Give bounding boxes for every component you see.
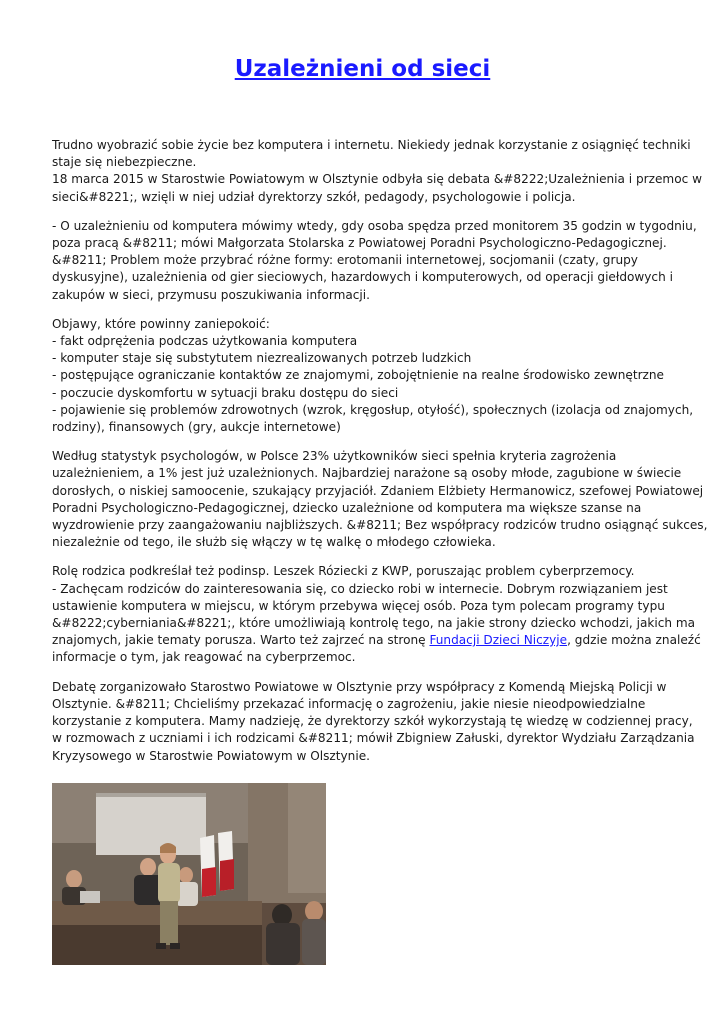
text-line: dyskusyjne), uzależnienia od gier sieciowych, hazardowych i komputerowych, od operacji giełdowych i [52,270,673,285]
article-body [52,137,708,777]
text-line: niezależnie od tego, ile służb się włączy w tę walkę o młodego człowieka. [52,535,496,550]
text-line: Objawy, które powinny zaniepokoić: [52,316,270,331]
text-line: rodziny), finansowych (gry, aukcje internetowe) [52,420,341,435]
text-line: Kryzysowego w Starostwie Powiatowym w Olsztynie. [52,748,370,763]
list-item: - poczucie dyskomfortu w sytuacji braku dostępu do sieci [52,385,399,400]
text-line: poza pracą &#8211; mówi Małgorzata Stolarska z Powiatowej Poradni Psychologiczno-Pedagogicznej. [52,236,667,251]
page-title[interactable]: Uzależnieni od sieci [234,56,491,82]
paragraph-symptoms [52,316,694,436]
text-line [52,632,701,649]
text-line: Debatę zorganizowało Starostwo Powiatowe w Olsztynie przy współpracy z Komendą Miejską Policji w [52,679,667,694]
text-line: Poradni Psychologiczno-Pedagogicznej, dziecko uzależnione od komputera ma większe szanse na [52,500,642,515]
list-item: - postępujące ograniczanie kontaktów ze znajomymi, zobojętnienie na realne środowisko zewnętrzne [52,368,664,383]
text-line: informacje o tym, jak reagować na cyberprzemoc. [52,650,356,665]
paragraph-definition [52,218,697,304]
link-lead-text: znajomych, jakie tematy porusza. Warto też zajrzeć na stronę [52,633,426,648]
text-line: Rolę rodzica podkreślał też podinsp. Leszek Róziecki z KWP, poruszając problem cyberprzemocy. [52,564,635,579]
text-line: &#8222;cybernianiа&#8221;, które umożliwiają kontrolę tego, na jakie strony dziecko wchodzi, jakich ma [52,616,696,631]
list-item: - fakt odprężenia podczas użytkowania komputera [52,334,358,349]
text-line: - O uzależnieniu od komputera mówimy wtedy, gdy osoba spędza przed monitorem 35 godzin w tygodniu, [52,218,697,233]
text-line: w rozmowach z uczniami i ich rodzicami &#8211; mówił Zbigniew Załuski, dyrektor Wydziału Zarządzania [52,731,695,746]
text-line: - Zachęcam rodziców do zainteresowania się, co dziecko robi w internecie. Dobrym rozwiązaniem jest [52,581,668,596]
fundacja-dzieci-niczyje-link[interactable]: Fundacji Dzieci Niczyje [429,633,568,648]
text-line: &#8211; Problem może przybrać różne formy: erotomanii internetowej, socjomanii (czaty, grupy [52,253,638,268]
text-line: korzystanie z komputera. Mamy nadzieję, że dyrektorzy szkół wykorzystają tę wiedzę w codziennej pracy, [52,714,693,729]
text-line: Olsztynie. &#8211; Chcieliśmy przekazać informację o zagrożeniu, jakie niesie nieodpowiedzialne [52,696,646,711]
text-line: sieci&#8221;, wzięli w niej udział dyrektorzy szkół, pedagody, psychologowie i policja. [52,189,576,204]
text-line: uzależnieniem, a 1% jest już uzależnionych. Najbardziej narażone są osoby młode, zagubione w świecie [52,466,682,481]
text-line: 18 marca 2015 w Starostwie Powiatowym w Olsztynie odbyła się debata &#8222;Uzależnienia i przemoc w [52,172,702,187]
debate-photo [52,783,326,965]
link-trail-text: , gdzie można znaleźć [567,633,701,648]
text-line: staje się niebezpieczne. [52,155,197,170]
paragraph-intro [52,137,702,206]
text-line: dorosłych, o niskiej samoocenie, szukający przyjaciół. Zdaniem Elżbiety Hermanowicz, szefowej Powiatowej [52,483,704,498]
list-item: - pojawienie się problemów zdrowotnych (wzrok, kręgosłup, otyłość), społecznych (izolacja od znajomych, [52,402,694,417]
paragraph-organizer [52,679,695,765]
text-line: Według statystyk psychologów, w Polsce 23% użytkowników sieci spełnia kryteria zagrożenia [52,449,617,464]
paragraph-parents [52,563,701,666]
text-line: Trudno wyobrazić sobie życie bez komputera i internetu. Niekiedy jednak korzystanie z osiągnięć techniki [52,138,691,152]
text-line: ustawienie komputera w miejscu, w którym przebywa więcej osób. Poza tym polecam programy typu [52,598,665,613]
text-line: zakupów w sieci, przymusu poszukiwania informacji. [52,287,370,302]
paragraph-statistics [52,448,708,551]
list-item: - komputer staje się substytutem niezrealizowanych potrzeb ludzkich [52,351,472,366]
text-line: wyzdrowienie przy zaangażowaniu najbliższych. &#8211; Bez współpracy rodziców trudno osiągnąć sukces, [52,518,708,533]
